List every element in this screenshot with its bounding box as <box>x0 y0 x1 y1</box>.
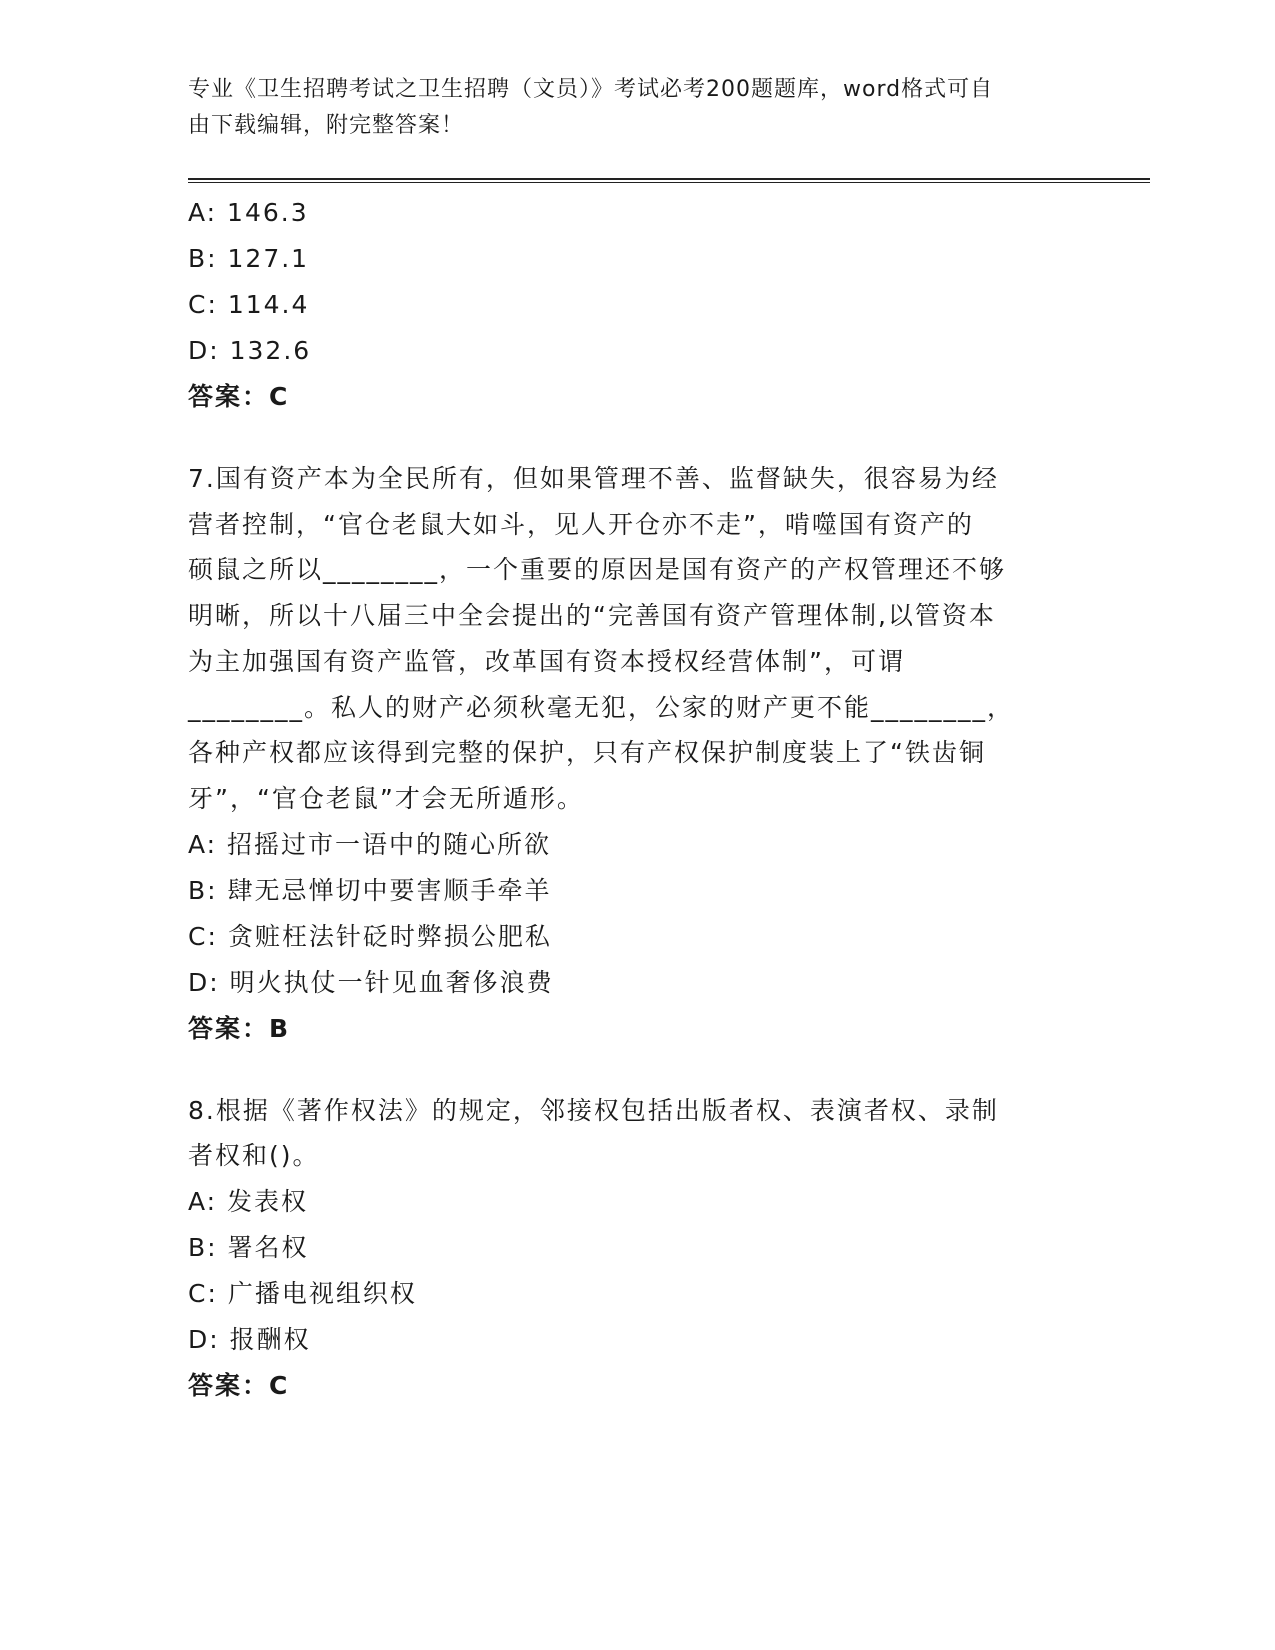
stem-line: 者权和()。 <box>188 1141 320 1171</box>
option-d: D: 报酬权 <box>188 1325 311 1355</box>
option-c: C: 广播电视组织权 <box>188 1279 417 1309</box>
question-7 <box>188 456 1088 1052</box>
option-a: A: 146.3 <box>188 198 309 227</box>
option-b: B: 127.1 <box>188 244 310 273</box>
question-8 <box>188 1088 1088 1409</box>
document-header <box>188 72 1068 144</box>
option-d: D: 明火执仗一针见血奢侈浪费 <box>188 967 554 997</box>
option-b: B: 署名权 <box>188 1233 309 1263</box>
option-b: B: 肆无忌惮切中要害顺手牵羊 <box>188 875 552 905</box>
header-divider <box>188 178 1150 183</box>
question-stem <box>188 456 1088 822</box>
option-c: C: 贪赃枉法针砭时弊损公肥私 <box>188 921 552 951</box>
stem-line: 8.根据《著作权法》的规定，邻接权包括出版者权、表演者权、录制 <box>188 1095 999 1125</box>
option-a: A: 发表权 <box>188 1187 309 1217</box>
option-a: A: 招摇过市一语中的随心所欲 <box>188 829 552 859</box>
stem-line: 牙”，“官仓老鼠”才会无所遁形。 <box>188 783 584 813</box>
question-content <box>188 190 1088 1409</box>
stem-line: ________。私人的财产必须秋毫无犯，公家的财产更不能________， <box>188 692 1015 722</box>
header-line-1: 专业《卫生招聘考试之卫生招聘（文员）》考试必考200题题库，word格式可自 <box>188 77 994 102</box>
stem-line: 为主加强国有资产监管，改革国有资本授权经营体制”，可谓 <box>188 646 905 676</box>
question-6 <box>188 190 1088 420</box>
answer-line: 答案：C <box>188 1371 290 1401</box>
question-stem <box>188 1088 1088 1179</box>
option-d: D: 132.6 <box>188 336 312 365</box>
stem-line: 硕鼠之所以________，一个重要的原因是国有资产的产权管理还不够 <box>188 555 1007 585</box>
stem-line: 7.国有资产本为全民所有，但如果管理不善、监督缺失，很容易为经 <box>188 464 999 493</box>
stem-line: 营者控制，“官仓老鼠大如斗，见人开仓亦不走”，啃噬国有资产的 <box>188 509 974 539</box>
header-line-2: 由下载编辑，附完整答案！ <box>188 113 465 138</box>
answer-line: 答案：C <box>188 382 290 411</box>
answer-line: 答案：B <box>188 1013 291 1043</box>
stem-line: 明晰，所以十八届三中全会提出的“完善国有资产管理体制,以管资本 <box>188 601 996 631</box>
stem-line: 各种产权都应该得到完整的保护，只有产权保护制度装上了“铁齿铜 <box>188 738 986 768</box>
option-c: C: 114.4 <box>188 290 310 319</box>
